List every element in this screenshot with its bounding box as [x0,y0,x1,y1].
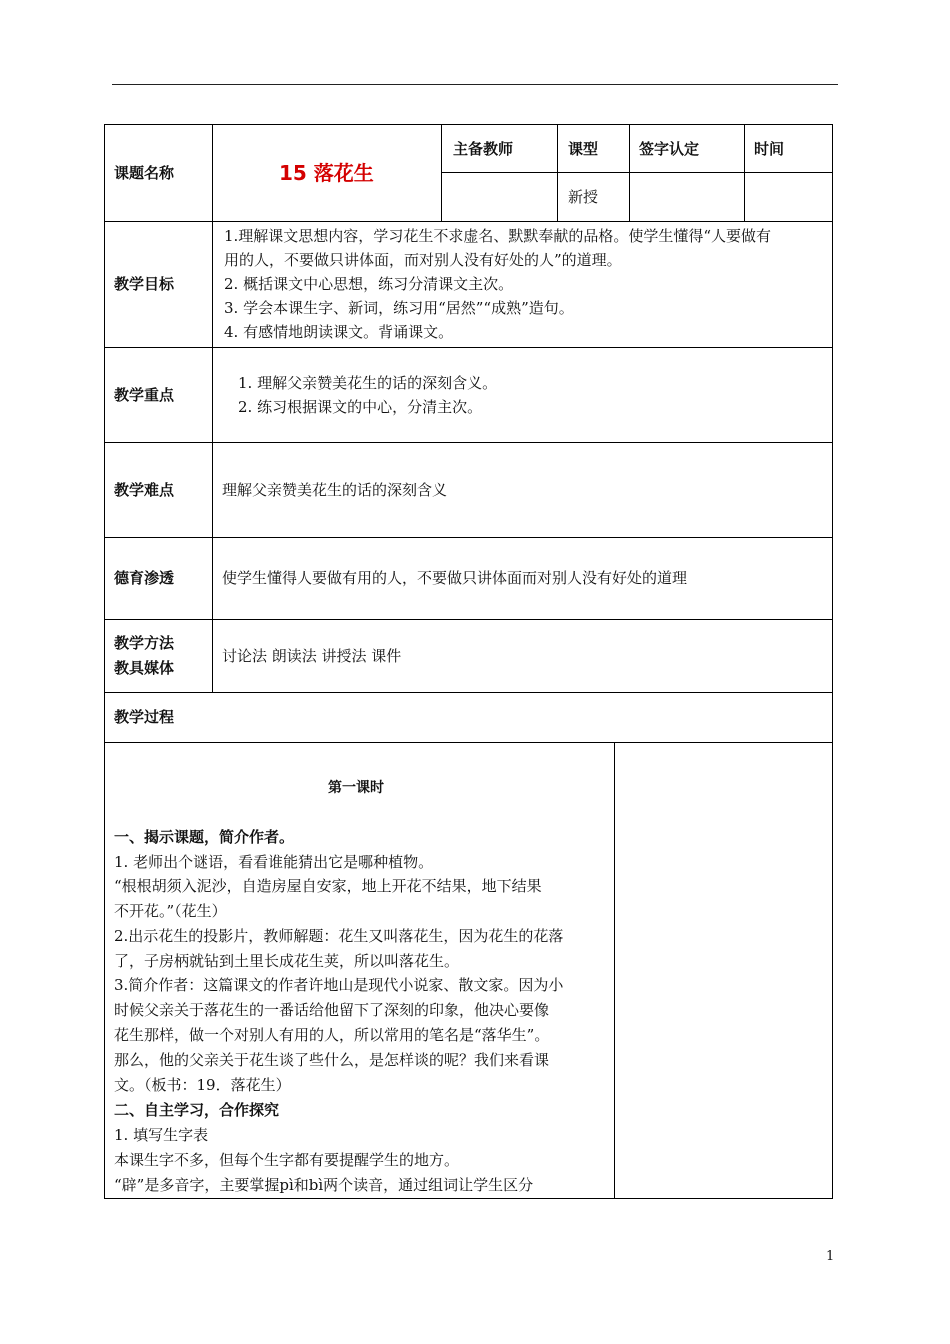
row-divider [104,692,833,693]
methods-text: 讨论法 朗读法 讲授法 课件 [222,647,402,665]
process-line: 3.简介作者：这篇课文的作者许地山是现代小说家、散文家。因为小 [114,976,564,994]
section2-heading: 二、自主学习，合作探究 [114,1101,280,1119]
methods-label: 教学方法 [114,634,175,652]
process-label: 教学过程 [114,708,175,726]
process-line: 那么，他的父亲关于花生谈了些什么，是怎样谈的呢？我们来看课 [114,1051,550,1069]
process-line: 不开花。”（花生） [114,902,227,920]
process-line: “根根胡须入泥沙，自造房屋自安家，地上开花不结果，地下结果 [114,877,542,895]
key-points-label: 教学重点 [114,386,175,404]
row-divider [104,347,833,348]
objective-line: 用的人，不要做只讲体面，而对别人没有好处的人”的道理。 [224,251,622,269]
col-divider [629,124,630,221]
row-divider [441,172,833,173]
process-line: 花生那样，做一个对别人有用的人，所以常用的笔名是“落华生”。 [114,1026,550,1044]
row-divider [104,742,833,743]
media-label: 教具媒体 [114,659,175,677]
page-number: 1 [826,1249,835,1264]
key-point-line: 1. 理解父亲赞美花生的话的深刻含义。 [238,374,498,392]
difficulties-text: 理解父亲赞美花生的话的深刻含义 [222,481,448,499]
lead-teacher-label: 主备教师 [453,140,514,158]
process-line: 1. 填写生字表 [114,1126,209,1144]
process-line: 了，子房柄就钻到土里长成花生荚，所以叫落花生。 [114,952,460,970]
objective-line: 3. 学会本课生字、新词，练习用“居然”“成熟”造句。 [224,299,574,317]
col-divider [744,124,745,221]
col-divider [614,742,615,1199]
moral-label: 德育渗透 [114,569,175,587]
lesson-type-label: 课型 [568,140,599,158]
objectives-label: 教学目标 [114,275,175,293]
signature-label: 签字认定 [639,140,700,158]
process-line: “辟”是多音字，主要掌握pì和bì两个读音，通过组词让学生区分 [114,1176,534,1194]
course-title-label: 课题名称 [114,164,175,182]
lesson-type-value: 新授 [568,188,599,206]
row-divider [104,537,833,538]
row-divider [104,619,833,620]
key-point-line: 2. 练习根据课文的中心，分清主次。 [238,398,483,416]
col-divider [212,124,213,692]
row-divider [104,442,833,443]
course-title: 15 落花生 [279,161,374,185]
objective-line: 1.理解课文思想内容，学习花生不求虚名、默默奉献的品格。使学生懂得“人要做有 [224,227,771,245]
process-line: 1. 老师出个谜语，看看谁能猜出它是哪种植物。 [114,853,434,871]
objective-line: 2. 概括课文中心思想，练习分清课文主次。 [224,275,514,293]
row-divider [104,221,833,222]
col-divider [557,124,558,221]
objective-line: 4. 有感情地朗读课文。背诵课文。 [224,323,454,341]
section1-heading: 一、揭示课题，简介作者。 [114,828,295,846]
time-label: 时间 [754,140,785,158]
process-line: 2.出示花生的投影片，教师解题：花生又叫落花生，因为花生的花落 [114,927,564,945]
process-line: 本课生字不多，但每个生字都有要提醒学生的地方。 [114,1151,460,1169]
header-rule [112,84,838,85]
difficulties-label: 教学难点 [114,481,175,499]
moral-text: 使学生懂得人要做有用的人，不要做只讲体面而对别人没有好处的道理 [222,569,688,587]
lesson-heading: 第一课时 [328,780,384,796]
process-line: 文。（板书：19．落花生） [114,1076,291,1094]
col-divider [441,124,442,221]
process-line: 时候父亲关于落花生的一番话给他留下了深刻的印象，他决心要像 [114,1001,550,1019]
